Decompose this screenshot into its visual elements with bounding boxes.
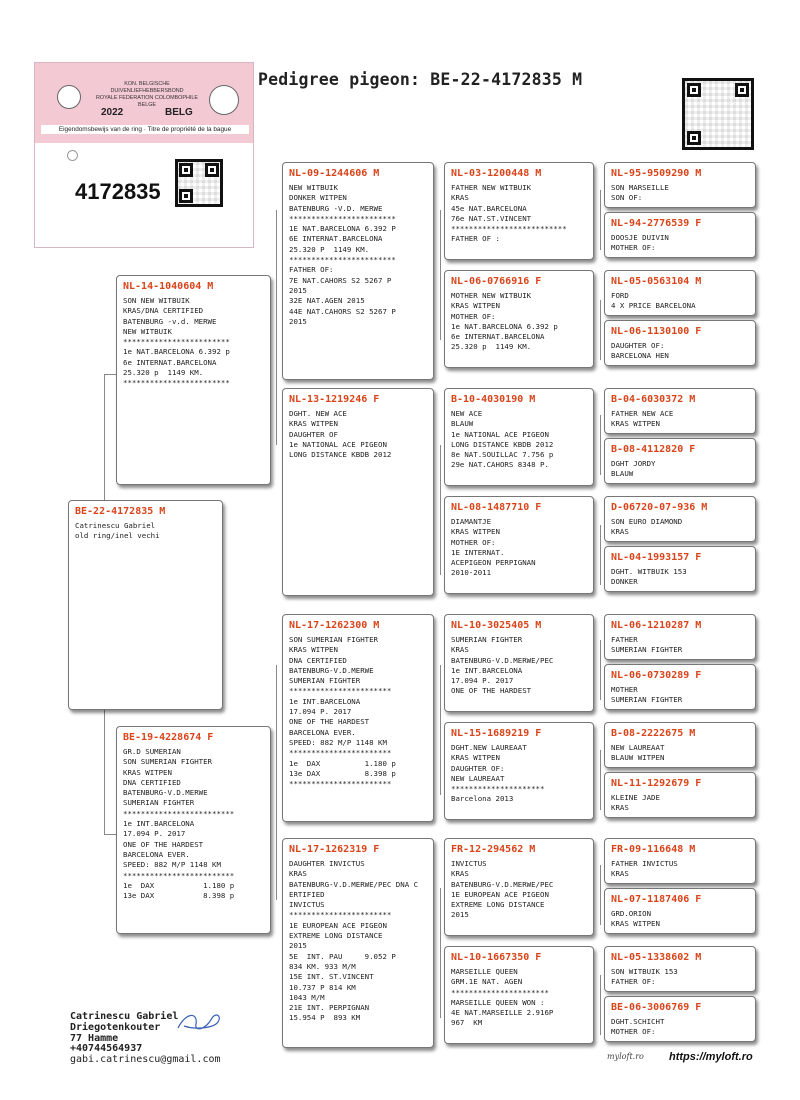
card-text: DGHT JORDY BLAUW (611, 459, 656, 479)
ring-number: NL-06-1210287 M (611, 620, 702, 631)
connector-line (440, 445, 441, 575)
pedigree-card-great-grandparent[interactable] (444, 388, 594, 486)
ring-number: FR-09-116648 M (611, 844, 696, 855)
pedigree-card-ggg[interactable] (604, 162, 756, 208)
pedigree-card-grandparent[interactable] (282, 838, 434, 1048)
pedigree-card-ggg[interactable] (604, 996, 756, 1042)
pedigree-card-ggg[interactable] (604, 546, 756, 592)
signature-icon (176, 1008, 226, 1036)
card-text: DIAMANTJE KRAS WITPEN MOTHER OF: 1E INTERNAT. ACEPIGEON PERPIGNAN 2010-2011 (451, 517, 536, 578)
ring-number: NL-17-1262300 M (289, 620, 380, 631)
ring-number: NL-06-0766916 F (451, 276, 542, 287)
owner-address: Driegotenkouter (70, 1021, 161, 1033)
sticker-qr-code-icon (175, 159, 223, 207)
card-text: NEW WITBUIK DONKER WITPEN BATENBURG -V.D. MERWE ************************ 1E NAT.BARCELONA 6.392 P 6E INTERNAT.BARCELONA 25.320 P 1149 KM. ************************ FATHER OF: 7E NAT.CAHORS S2 5267 P 2015 32E NAT.AGEN 2015 44E NAT.CAHORS S2 5267 P 2015 (289, 183, 396, 326)
pedigree-card-ggg[interactable] (604, 722, 756, 768)
connector-line (440, 210, 441, 340)
pedigree-card-great-grandparent[interactable] (444, 838, 594, 936)
ring-number: NL-10-1667350 F (451, 952, 542, 963)
ring-number: NL-06-1130100 F (611, 326, 702, 337)
connector-line (440, 665, 441, 795)
ring-number: NL-07-1187406 F (611, 894, 702, 905)
pedigree-card-great-grandparent[interactable] (444, 496, 594, 594)
pedigree-card-dam[interactable] (116, 726, 271, 934)
ring-number: BE-19-4228674 F (123, 732, 214, 743)
owner-city: 77 Hamme (70, 1032, 119, 1044)
pedigree-card-great-grandparent[interactable] (444, 162, 594, 260)
globe-logo-icon (209, 85, 239, 115)
card-text: DGHT.SCHICHT MOTHER OF: (611, 1017, 665, 1037)
pedigree-card-ggg[interactable] (604, 838, 756, 884)
pedigree-card-ggg[interactable] (604, 270, 756, 316)
ring-certificate-sticker (34, 62, 254, 248)
ring-number: D-06720-07-936 M (611, 502, 708, 513)
ring-number: NL-17-1262319 F (289, 844, 380, 855)
sticker-hole (67, 150, 78, 161)
connector-line (600, 190, 601, 250)
card-text: DGHT.NEW LAUREAAT KRAS WITPEN DAUGHTER OF: NEW LAUREAAT ********************* Barcelona 2013 (451, 743, 545, 804)
connector-line (276, 210, 277, 445)
ring-number: NL-03-1200448 M (451, 168, 542, 179)
card-text: DGHT. NEW ACE KRAS WITPEN DAUGHTER OF 1e NATIONAL ACE PIGEON LONG DISTANCE KBDB 2012 (289, 409, 392, 460)
ring-number: FR-12-294562 M (451, 844, 536, 855)
federation-logo-icon (57, 85, 81, 109)
card-text: GR.D SUMERIAN SON SUMERIAN FIGHTER KRAS WITPEN DNA CERTIFIED BATENBURG-V.D.MERWE SUMERIAN FIGHTER ************************* 1e INT.BARCELONA 17.094 P. 2017 ONE OF THE HARDEST BARCELONA EVER. SPEED: 882 M/P 1148 KM ************************* 1e DAX 1.180 p 13e DAX 8.398 p (123, 747, 235, 901)
ring-number: NL-11-1292679 F (611, 778, 702, 789)
ring-number: NL-95-9509290 M (611, 168, 702, 179)
connector-line (600, 640, 601, 700)
ring-number: NL-14-1040604 M (123, 281, 214, 292)
card-text: SUMERIAN FIGHTER KRAS BATENBURG-V.D.MERWE/PEC 1e INT.BARCELONA 17.094 P. 2017 ONE OF THE HARDEST (451, 635, 554, 696)
connector-line (600, 865, 601, 925)
card-text: FATHER INVICTUS KRAS (611, 859, 678, 879)
ring-number: NL-13-1219246 F (289, 394, 380, 405)
card-text: DGHT. WITBUIK 153 DONKER (611, 567, 687, 587)
sticker-year: 2022 (101, 107, 124, 118)
ring-number: BE-06-3006769 F (611, 1002, 702, 1013)
pedigree-card-ggg[interactable] (604, 388, 756, 434)
myloft-logo: myloft.ro (607, 1052, 644, 1061)
pedigree-card-grandparent[interactable] (282, 388, 434, 596)
sticker-org-fr: ROYALE FEDERATION COLOMBOPHILE BELGE (96, 95, 198, 108)
sticker-ownership-text: Eigendomsbewijs van de ring · Titre de propriété de la bague (41, 125, 249, 134)
pedigree-card-great-grandparent[interactable] (444, 614, 594, 712)
card-text: SON MARSEILLE SON OF: (611, 183, 669, 203)
connector-line (600, 525, 601, 585)
qr-code-icon[interactable] (682, 78, 754, 150)
card-text: FATHER NEW ACE KRAS WITPEN (611, 409, 674, 429)
card-text: FORD 4 X PRICE BARCELONA (611, 291, 696, 311)
connector-line (600, 975, 601, 1035)
card-text: MARSEILLE QUEEN GRM.1E NAT. AGEN ********************** MARSEILLE QUEEN WON : 4E NAT.MARSEILLE 2.916P 967 KM (451, 967, 554, 1028)
card-text: MOTHER SUMERIAN FIGHTER (611, 685, 683, 705)
card-text: SON EURO DIAMOND KRAS (611, 517, 683, 537)
pedigree-card-ggg[interactable] (604, 438, 756, 484)
ring-number: NL-05-1338602 M (611, 952, 702, 963)
card-text: DOOSJE DUIVIN MOTHER OF: (611, 233, 669, 253)
card-text: Catrinescu Gabriel old ring/inel vechi (75, 521, 160, 541)
pedigree-card-ggg[interactable] (604, 664, 756, 710)
pedigree-card-ggg[interactable] (604, 320, 756, 366)
ring-number: NL-06-0730289 F (611, 670, 702, 681)
card-text: NEW ACE BLAUW 1e NATIONAL ACE PIGEON LONG DISTANCE KBDB 2012 8e NAT.SOUILLAC 7.756 p 29e NAT.CAHORS 8348 P. (451, 409, 554, 470)
footer-url[interactable]: https://myloft.ro (669, 1051, 753, 1063)
card-text: MOTHER NEW WITBUIK KRAS WITPEN MOTHER OF: 1e NAT.BARCELONA 6.392 p 6e INTERNAT.BARCELONA 25.320 p 1149 KM. (451, 291, 558, 352)
ring-number: NL-08-1487710 F (451, 502, 542, 513)
card-text: SON WITBUIK 153 FATHER OF: (611, 967, 678, 987)
card-text: NEW LAUREAAT BLAUW WITPEN (611, 743, 665, 763)
pedigree-card-ggg[interactable] (604, 614, 756, 660)
card-text: SON NEW WITBUIK KRAS/DNA CERTIFIED BATENBURG -v.d. MERWE NEW WITBUIK ************************ 1e NAT.BARCELONA 6.392 p 6e INTERNAT.BARCELONA 25.320 p 1149 KM. ************************ (123, 296, 230, 388)
connector-line (600, 300, 601, 360)
owner-phone[interactable]: +40744564937 (70, 1043, 143, 1055)
sticker-org-nl: KON. BELGISCHE DUIVENLIEFHEBBERSBOND (110, 81, 184, 94)
pedigree-card-ggg[interactable] (604, 212, 756, 258)
pedigree-card-great-grandparent[interactable] (444, 722, 594, 820)
card-text: INVICTUS KRAS BATENBURG-V.D.MERWE/PEC 1E EUROPEAN ACE PIGEON EXTREME LONG DISTANCE 2015 (451, 859, 554, 920)
ring-number: NL-10-3025405 M (451, 620, 542, 631)
connector-line (440, 888, 441, 1018)
card-text: FATHER NEW WITBUIK KRAS 45e NAT.BARCELONA 76e NAT.ST.VINCENT ************************** FATHER OF : (451, 183, 567, 244)
pedigree-card-ggg[interactable] (604, 496, 756, 542)
pedigree-card-great-grandparent[interactable] (444, 946, 594, 1044)
ring-number: B-08-2222675 M (611, 728, 696, 739)
pedigree-card-grandparent[interactable] (282, 614, 434, 822)
owner-email[interactable]: gabi.catrinescu@gmail.com (70, 1054, 221, 1066)
page-title: Pedigree pigeon: BE-22-4172835 M (258, 70, 583, 89)
ring-number: B-10-4030190 M (451, 394, 536, 405)
connector-line (276, 665, 277, 900)
connector-line (600, 750, 601, 810)
ring-number: NL-04-1993157 F (611, 552, 702, 563)
ring-number: NL-15-1689219 F (451, 728, 542, 739)
ring-number: NL-05-0563104 M (611, 276, 702, 287)
sticker-org (87, 81, 207, 109)
ring-number: NL-94-2776539 F (611, 218, 702, 229)
pedigree-card-sire[interactable] (116, 275, 271, 485)
card-text: FATHER SUMERIAN FIGHTER (611, 635, 683, 655)
pedigree-card-ggg[interactable] (604, 888, 756, 934)
owner-name: Catrinescu Gabriel (70, 1011, 179, 1022)
sticker-ring-number: 4172835 (75, 179, 161, 204)
sticker-country: BELG (165, 107, 193, 118)
pedigree-card-ggg[interactable] (604, 772, 756, 818)
pedigree-card-great-grandparent[interactable] (444, 270, 594, 368)
card-text: DAUGHTER OF: BARCELONA HEN (611, 341, 669, 361)
card-text: SON SUMERIAN FIGHTER KRAS WITPEN DNA CERTIFIED BATENBURG-V.D.MERWE SUMERIAN FIGHTER *********************** 1e INT.BARCELONA 17.094 P. 2017 ONE OF THE HARDEST BARCELONA EVER. SPEED: 882 M/P 1148 KM *********************** 1e DAX 1.180 p 13e DAX 8.398 p *********************** (289, 635, 396, 789)
ring-number: NL-09-1244606 M (289, 168, 380, 179)
card-text: DAUGHTER INVICTUS KRAS BATENBURG-V.D.MERWE/PEC DNA C ERTIFIED INVICTUS *********************** 1E EUROPEAN ACE PIGEON EXTREME LONG DISTANCE 2015 5E INT. PAU 9.052 P 834 KM. 933 M/M 15E INT. ST.VINCENT 10.737 P 814 KM 1043 M/M 21E INT. PERPIGNAN 15.954 P 893 KM (289, 859, 419, 1023)
pedigree-card-grandparent[interactable] (282, 162, 434, 380)
connector-line (600, 415, 601, 475)
card-text: GRD.ORION KRAS WITPEN (611, 909, 660, 929)
ring-number: B-08-4112820 F (611, 444, 696, 455)
ring-number: B-04-6030372 M (611, 394, 696, 405)
pedigree-card-subject[interactable] (68, 500, 223, 710)
card-text: KLEINE JADE KRAS (611, 793, 660, 813)
pedigree-card-ggg[interactable] (604, 946, 756, 992)
ring-number: BE-22-4172835 M (75, 506, 166, 517)
